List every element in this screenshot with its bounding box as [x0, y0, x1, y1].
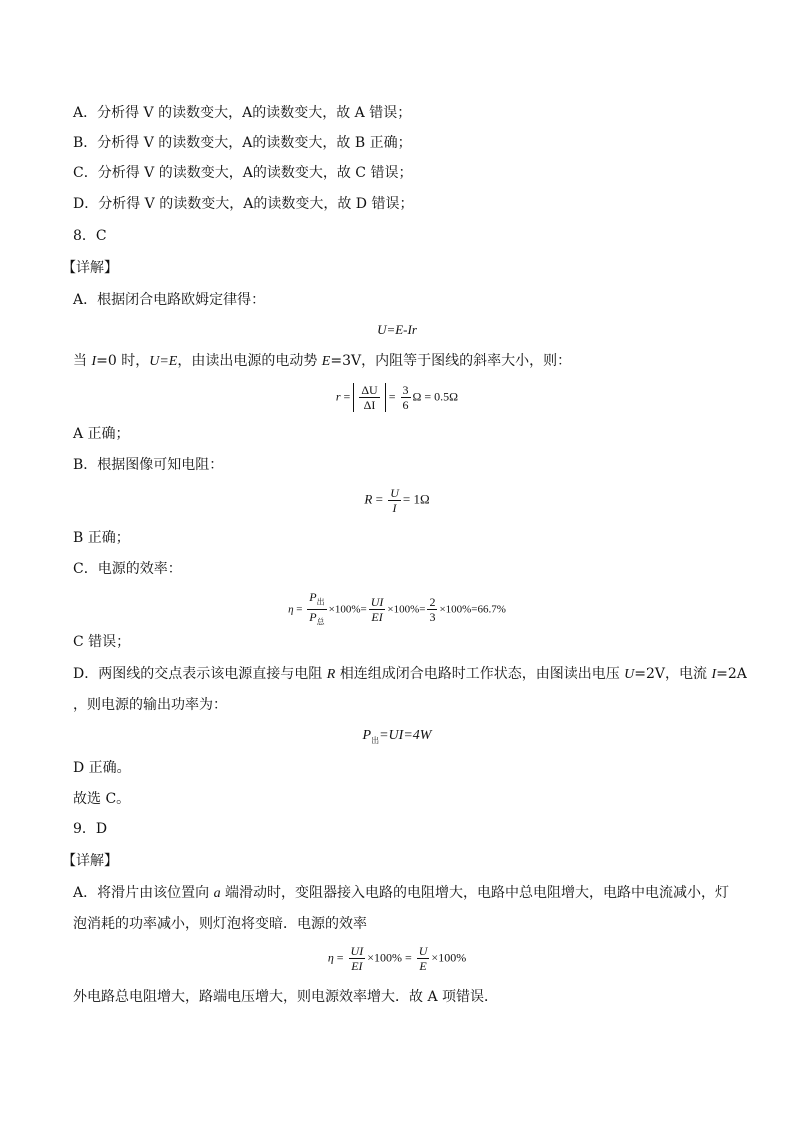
- mid-text: ×100%=: [328, 603, 367, 616]
- text-seg: =2V，电流: [634, 666, 712, 682]
- eq-r: r: [335, 389, 341, 404]
- denominator: 3: [429, 610, 436, 625]
- q9-a-conclusion: 外电路总电阻增大，路端电压增大，则电源效率增大．故 A 项错误．: [73, 989, 499, 1005]
- denominator: EI: [351, 959, 363, 973]
- denominator: 6: [402, 398, 409, 412]
- eq-R: R: [364, 491, 373, 507]
- denominator: I: [392, 501, 397, 515]
- eq-eta: η: [288, 603, 294, 616]
- fraction: [401, 383, 411, 412]
- fraction: [369, 595, 386, 624]
- q8-b-text: B．根据图像可知电阻：: [73, 457, 224, 473]
- q9-a-text: [73, 883, 729, 904]
- text-seg: ，由读出电源的电动势: [177, 353, 322, 369]
- q8-d-text: [73, 664, 747, 685]
- equation-output-power: [0, 726, 794, 751]
- var-p: P: [309, 610, 317, 625]
- option-d-line: D．分析得 V 的读数变大，A的读数变大，故 D 错误；: [73, 196, 414, 212]
- option-b-line: B．分析得 V 的读数变大，A的读数变大，故 B 正确；: [73, 135, 412, 151]
- option-a-line: A．分析得 V 的读数变大，A的读数变大，故 A 错误；: [73, 105, 412, 121]
- var-R: R: [326, 667, 336, 682]
- q8-c-wrong: C 错误；: [73, 634, 131, 650]
- numerator: UI: [350, 944, 364, 958]
- fraction: [307, 590, 326, 630]
- var-p: P: [362, 728, 372, 743]
- equation-resistance: R = $\frac{U}{I}$ = 1Ω: [364, 486, 430, 515]
- fraction: [417, 944, 430, 973]
- result: ×100%: [431, 950, 467, 965]
- question-8-answer: 8．C: [73, 228, 107, 244]
- numerator: ΔU: [361, 383, 378, 397]
- text-seg: =3V，内阻等于图线的斜率大小，则：: [330, 353, 572, 369]
- text-seg: A．将滑片由该位置向: [73, 885, 214, 901]
- var-p: P: [309, 590, 317, 604]
- subscript: 总: [316, 617, 325, 627]
- numerator: [307, 590, 326, 610]
- fraction: [349, 944, 366, 973]
- denominator: EI: [371, 610, 383, 625]
- text-seg: =2A: [716, 666, 747, 682]
- var-i: I: [91, 354, 97, 369]
- numerator: UI: [370, 595, 384, 610]
- numerator: U: [418, 944, 428, 958]
- eq-ohm-text: U=E-Ir: [377, 322, 417, 337]
- numerator: U: [390, 486, 399, 500]
- denominator: E: [419, 959, 427, 973]
- text-seg: 相连组成闭合电路时工作状态，由图读出电压: [335, 666, 625, 682]
- explanation-heading-9: 【详解】: [62, 853, 118, 869]
- equation-internal-resistance: r = $\frac{\Delta U}{\Delta I}$ = $\frac{3}{6}$ Ω = 0.5Ω: [335, 383, 459, 412]
- q8-emf-text: [73, 351, 571, 372]
- option-c-line: C．分析得 V 的读数变大，A的读数变大，故 C 错误；: [73, 165, 413, 181]
- explanation-heading-8: 【详解】: [62, 260, 118, 276]
- subscript: 出: [316, 597, 325, 607]
- text-seg: D．两图线的交点表示该电源直接与电阻: [73, 666, 327, 682]
- q8-d-correct: D 正确。: [73, 760, 131, 776]
- q8-conclusion: 故选 C。: [73, 791, 131, 807]
- q8-c-text: C．电源的效率：: [73, 561, 182, 577]
- q9-a-text-cont: 泡消耗的功率减小，则灯泡将变暗．电源的效率: [73, 916, 367, 932]
- result: = 1Ω: [402, 491, 430, 507]
- equation-efficiency-2: η = $\frac{UI}{EI}$ ×100% = $\frac{U}{E}$ ×100%: [327, 944, 467, 973]
- eq-rest: =UI=4W: [379, 728, 432, 743]
- result: Ω = 0.5Ω: [412, 389, 459, 404]
- subscript: 出: [371, 735, 380, 745]
- equation-efficiency: η = $\frac{P_出}{P_总}$ ×100%= $\frac{UI}{EI}$ ×100%= $\frac{2}{3}$ ×100%=66.7%: [0, 590, 794, 630]
- text-seg: 当: [73, 353, 92, 369]
- abs-value: [353, 383, 385, 412]
- question-9-answer: 9．D: [73, 821, 108, 837]
- fraction: [427, 595, 437, 624]
- var-U: U: [624, 667, 635, 682]
- denominator: [307, 610, 326, 629]
- mid-text: ×100% =: [367, 950, 412, 965]
- q8-a-text: A．根据闭合电路欧姆定律得：: [73, 292, 266, 308]
- text-seg: =0 时，: [96, 353, 150, 369]
- result: ×100%=66.7%: [439, 603, 506, 616]
- numerator: 3: [402, 383, 409, 397]
- var-a: a: [213, 886, 221, 901]
- q8-b-correct: B 正确；: [73, 530, 130, 546]
- q8-a-correct: A 正确；: [73, 426, 130, 442]
- var-e: E: [321, 354, 331, 369]
- eq-eta: η: [327, 950, 334, 965]
- var-ue: U=E: [149, 354, 178, 369]
- numerator: 2: [429, 595, 436, 610]
- mid-text: ×100%=: [387, 603, 426, 616]
- text-seg: 端滑动时，变阻器接入电路的电阻增大，电路中总电阻增大，电路中电流减小，灯: [220, 885, 730, 901]
- fraction: [388, 486, 401, 515]
- q8-d-text-cont: ，则电源的输出功率为：: [73, 697, 227, 713]
- denominator: ΔI: [363, 398, 376, 412]
- equation-ohm-law: [0, 320, 794, 340]
- fraction: [359, 383, 379, 412]
- var-I: I: [711, 667, 717, 682]
